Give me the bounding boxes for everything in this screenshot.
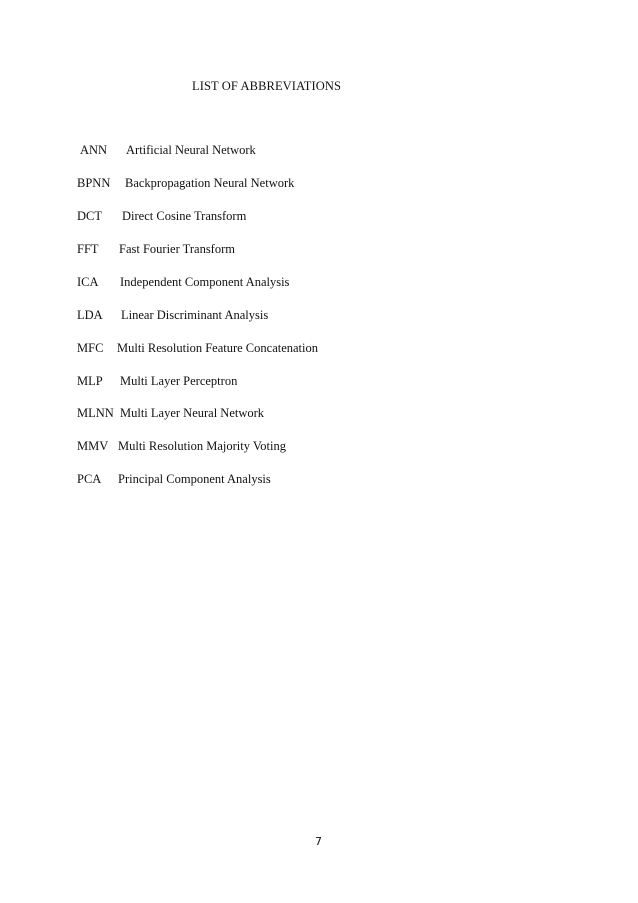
abbreviation-term: MMV: [77, 439, 109, 453]
abbreviation-definition: Principal Component Analysis: [118, 472, 271, 486]
abbreviation-term: ICA: [77, 275, 99, 289]
abbreviation-term: DCT: [77, 209, 102, 223]
abbreviation-term: MLNN: [77, 406, 114, 420]
abbreviation-definition: Multi Layer Neural Network: [120, 406, 265, 420]
abbreviation-definition: Multi Resolution Feature Concatenation: [117, 341, 319, 355]
abbreviation-term: BPNN: [77, 176, 111, 190]
page-number: 7: [315, 835, 322, 848]
abbreviation-term: PCA: [77, 472, 102, 486]
abbreviation-definition: Multi Layer Perceptron: [120, 374, 238, 388]
abbreviation-definition: Multi Resolution Majority Voting: [118, 439, 286, 453]
abbreviation-term: MLP: [77, 374, 103, 388]
abbreviation-term: FFT: [77, 242, 99, 256]
abbreviation-term: LDA: [77, 308, 103, 322]
abbreviation-term: ANN: [80, 143, 108, 157]
abbreviation-definition: Linear Discriminant Analysis: [121, 308, 269, 322]
page-title: LIST OF ABBREVIATIONS: [192, 79, 342, 93]
abbreviation-definition: Artificial Neural Network: [126, 143, 256, 157]
abbreviation-definition: Fast Fourier Transform: [119, 242, 235, 256]
abbreviation-definition: Direct Cosine Transform: [122, 209, 247, 223]
abbreviation-definition: Backpropagation Neural Network: [125, 176, 295, 190]
abbreviation-term: MFC: [77, 341, 104, 355]
abbreviation-definition: Independent Component Analysis: [120, 275, 290, 289]
